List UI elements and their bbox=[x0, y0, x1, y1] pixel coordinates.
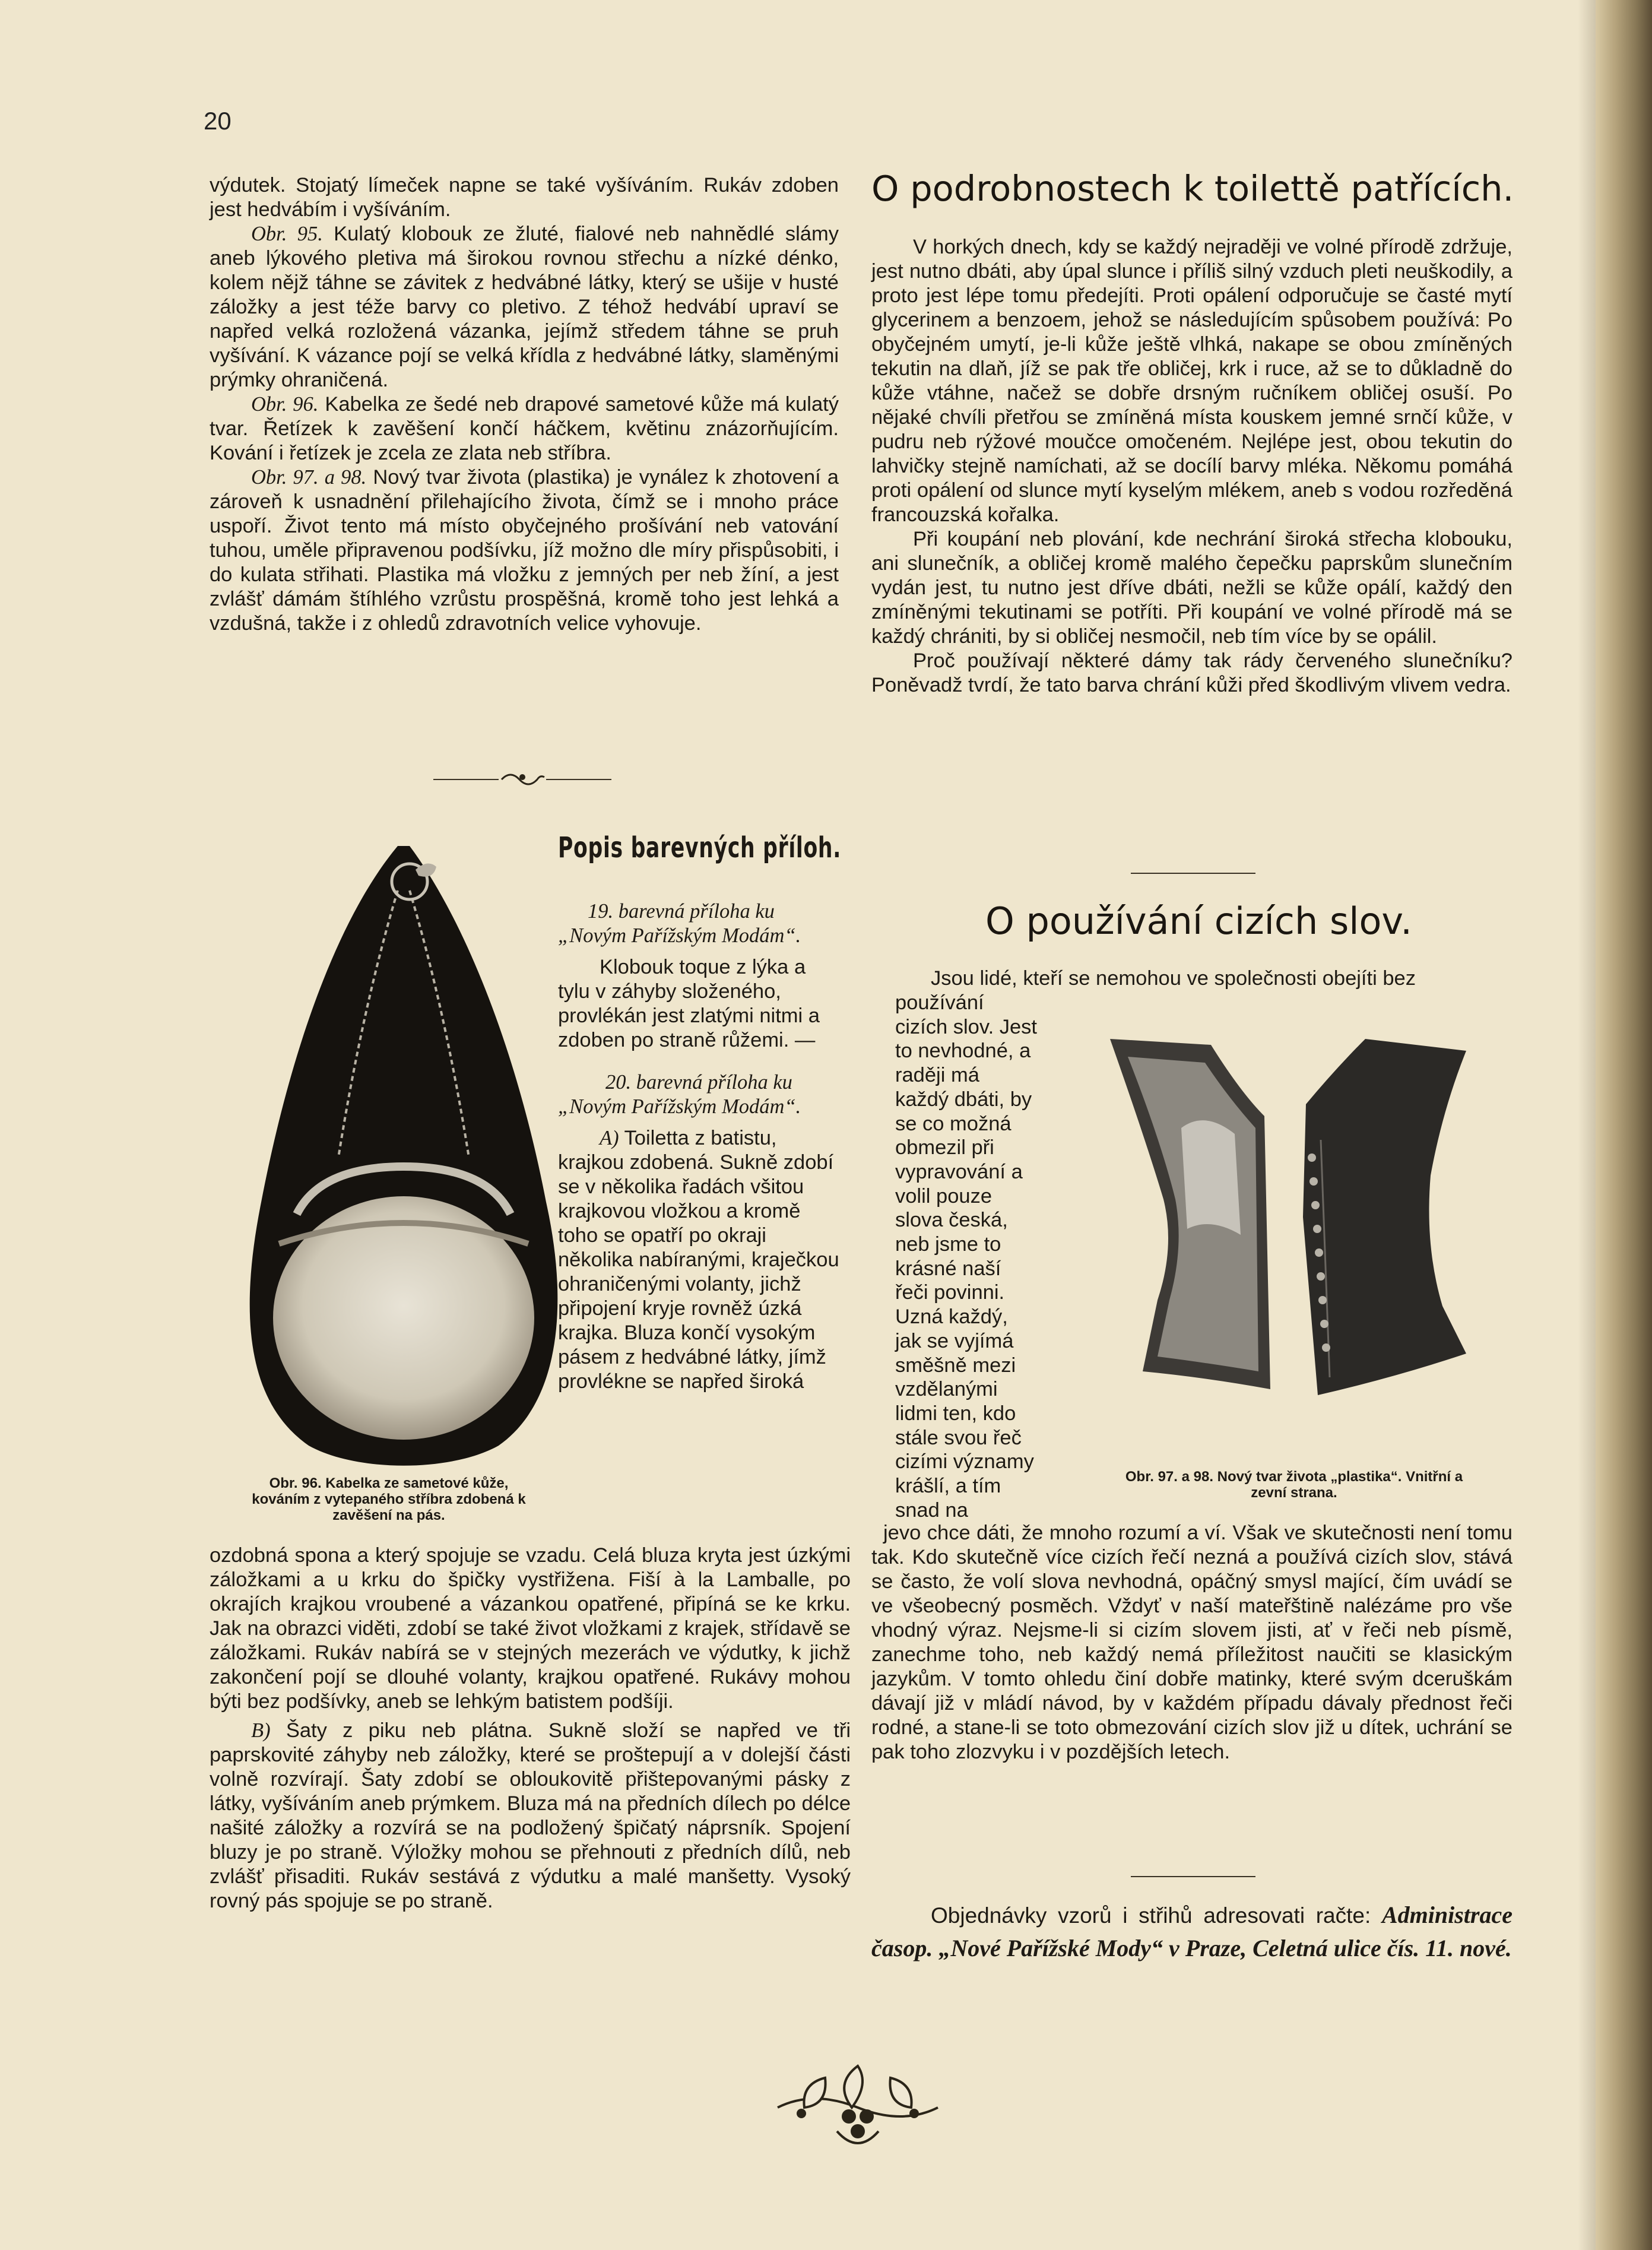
ornament-divider-small bbox=[433, 769, 611, 790]
order-lead-text: Objednávky vzorů i střihů adresovati račte: bbox=[931, 1903, 1371, 1928]
toilette-paragraph-2: Při koupání neb plování, kde nechrání široká střecha klobouku, ani slunečník, a obličej kromě malého čepečku paprskům slunečním vydán jest, tu nutno jest dříve dbáti, nežli se kůže opálí, každý den zmíněnými tekutinami se potříti. Při koupání ve volné přírodě má se každý chrániti, by si obličej nesmočil, neb tím více by se opálil. bbox=[871, 528, 1513, 648]
foreign-words-rest: jevo chce dáti, že mnoho rozumí a ví. Však ve skutečnosti není tomu tak. Kdo skutečně více cizích řečí nezná a používá cizích slov, stává se často, že volí slova nevhodná, opáčný smysl mající, čím uvádí se ve všeobecný posměch. Vždyť v naší mateřštině nalézáme pro vše vhodný výraz. Nejsme-li si cizím slovem jisti, ať v řeči neb písmě, zanechme toho, neb každý nemá příležitost naučiti se klasickým jazykům. V tomto ohledu činí dobře matinky, které svým dceruškám dávají již v mládí návod, by v každém případu dávaly přednost řeči rodné, a stane-li se toto obmezování cizích slov již u dítek, uchrání se pak toho zlozvyku i v pozdějších letech. bbox=[871, 1522, 1513, 1763]
paragraph-obr96 bbox=[210, 392, 839, 465]
figure-ref-96: Obr. 96. bbox=[251, 393, 319, 416]
floral-ornament bbox=[766, 2042, 950, 2161]
article-heading-foreign-words: O používání cizích slov. bbox=[985, 899, 1412, 943]
marker-A: A) bbox=[600, 1127, 619, 1149]
supplement-20-continued bbox=[210, 1544, 851, 1913]
figure-ref-97: Obr. 97. a 98. bbox=[251, 466, 367, 489]
section-divider bbox=[1131, 873, 1255, 874]
order-notice bbox=[871, 1899, 1513, 1965]
marker-B: B) bbox=[251, 1719, 271, 1742]
obr96-text: Kabelka ze šedé neb drapové sametové kůže má kulatý tvar. Řetízek k zavěšení končí háčkem, květinu znázorňujícím. Kování i řetízek je zcela ze zlata neb stříbra. bbox=[210, 393, 839, 464]
paragraph-obr97 bbox=[210, 465, 839, 636]
toilette-paragraph-1: V horkých dnech, kdy se každý nejraději ve volné přírodě zdržuje, jest nutno dbáti, aby úpal slunce i příliš silný vzduch pleti neuškodily, a proto jest lépe tomu předejíti. Proti opálení odporučuje se časté mytí glycerinem a benzoem, jehož se následujícím spůsobem používá: Po obyčejném umytí, je-li kůže ještě vlhká, nakape se obou zmíněných tekutin na dlaň, jíž se pak tře obličej, krk i ruce, až se to důkladně do kůže vtáhne, načež se dobře drsným ručníkem obličej osuší. Po nějaké chvíli přetřou se zmíněná místa kouskem jemné srnčí kůže, v pudru neb rýžové moučce omočeném. Nejlépe jest, obou tekutin do lahvičky stejně namíchati, až se docílí barvy mléka. Někomu pomáhá proti opálení od slunce mytí kyselým mlékem, aneb s vodou rozředěná francouzská kořalka. bbox=[871, 236, 1513, 526]
supplement-19-text: Klobouk toque z lýka a tylu v záhyby složeného, provlékán jest zlatými nitmi a zdoben po straně růžemi. — bbox=[558, 956, 820, 1051]
toilette-paragraph-3: Proč používají některé dámy tak rády červeného slunečníku? Poněvadž tvrdí, že tato barva chrání kůži před škodlivým vlivem vedra. bbox=[871, 649, 1513, 696]
figure-97-caption: Obr. 97. a 98. Nový tvar života „plastika“. Vnitřní a zevní strana. bbox=[1125, 1469, 1463, 1501]
bodice-illustration bbox=[1086, 1021, 1502, 1437]
foreign-words-first-line: Jsou lidé, kteří se nemohou ve společnosti obejíti bez bbox=[931, 967, 1416, 990]
page-binding bbox=[1596, 0, 1652, 2250]
supplement-20-A-text: Toiletta z batistu, krajkou zdobená. Sukně zdobí se v několika řadách všitou krajkovou vložkou a kromě toho se opatří po okraji několika nabíranými, kraječkou ohraničenými volanty, jichž připojení kryje rovněž úzká krajka. Bluza končí vysokým pásem z hedvábné látky, jímž provlékne se napřed široká bbox=[558, 1127, 839, 1393]
paragraph-obr95 bbox=[210, 222, 839, 392]
figure-ref-95: Obr. 95. bbox=[251, 223, 323, 245]
paragraph-continued: výdutek. Stojatý límeček napne se také vyšíváním. Rukáv zdoben jest hedvábím i vyšíváním. bbox=[210, 174, 839, 221]
figure-96-caption: Obr. 96. Kabelka ze sametové kůže, kováním z vytepaného stříbra zdobená k zavěšení na pás. bbox=[252, 1475, 526, 1523]
supplement-19 bbox=[558, 899, 843, 1394]
obr95-text: Kulatý klobouk ze žluté, fialové neb nahnědlé slámy aneb lýkového pletiva má širokou rovnou střechu a nízké dénko, kolem nějž táhne se závitek z hedvábné látky, který se ušije v husté záložky a jest téže barvy co pletivo. Z téhož hedvábí upraví se napřed velká rozložená vázanka, jejímž středem táhne se pruh vyšívání. K vázance pojí se velká křídla z hedvábné látky, slaměnými prýmky ohraničená. bbox=[210, 223, 839, 391]
supplement-20-B-text: Šaty z piku neb plátna. Sukně složí se napřed ve tři paprskovité záhyby neb záložky, které se proštepují a v dolejší části volně rozvírají. Šaty zdobí se obloukovitě přištepovanými pásky z látky, vyšíváním aneb prýmkem. Bluza má na předních dílech po délce našité záložky a rozvírá se na podložený špičatý náprsník. Spojení bluzy je po straně. Výložky mohou se přehnouti z předních dílů, neb zvlášť přisaditi. Rukáv sestává z výdutku a malé manšetty. Vysoký rovný pás spojuje se po straně. bbox=[210, 1719, 851, 1912]
supplement-20-ref: 20. barevná příloha ku „Novým Pařížským Modám“. bbox=[558, 1071, 801, 1118]
order-address: Administrace časop. „Nové Pařížské Mody“ v Praze, Celetná ulice čís. 11. nové. bbox=[871, 1902, 1513, 1961]
right-column-text bbox=[871, 235, 1513, 698]
page-edge-shadow bbox=[1578, 0, 1596, 2250]
handbag-illustration bbox=[237, 834, 570, 1475]
foreign-words-narrow-text: používání cizích slov. Jest to nevhodné, a raději má každý dbáti, by se co možná obmezil při vypravování a volil pouze slova česká, neb jsme to krásné naší řeči povinni. Uzná každý, jak se vyjímá směšně mezi vzdělanými lidmi ten, kdo stále svou řeč cizími významy krášlí, a tím snad na bbox=[895, 991, 1038, 1522]
supplement-20-A bbox=[558, 1126, 843, 1394]
supplement-20-B bbox=[210, 1719, 851, 1913]
page-number: 20 bbox=[204, 107, 232, 135]
supplements-heading: Popis barevných příloh. bbox=[558, 831, 842, 864]
closing-divider bbox=[1131, 1876, 1255, 1877]
supplement-19-ref: 19. barevná příloha ku „Novým Pařížským Modám“. bbox=[558, 900, 801, 947]
left-column-text bbox=[210, 173, 839, 636]
article-heading-toilette: O podrobnostech k toilettě patřících. bbox=[871, 168, 1514, 209]
supplement-20-A-cont: ozdobná spona a který spojuje se vzadu. Celá bluza kryta jest úzkými záložkami a u krku do špičky vystřižena. Fiší à la Lamballe, po okrajích krajkou vroubené a vázankou opatřené, připíná se ke krku. Jak na obrazci viděti, zdobí se také život vložkami z krajek, střídavě se záložkami. Rukáv nabírá se v stejných mezerách ve výdutky, k jichž zakončení pojí se dlouhé volanty, krajkou opatřené. Rukávy mohou býti bez podšívky, aneb se lehkým batistem podšíji. bbox=[210, 1544, 851, 1713]
obr97-text: Nový tvar života (plastika) je vynález k zhotovení a zároveň k usnadnění přilehajícího života, čímž se i mnoho práce uspoří. Život tento má místo obyčejného prošívání neb vatování tuhou, uměle připravenou podšívku, jíž možno dle míry přispůsobiti, i do kulata střihati. Plastika má vložku z jemných per neb žíní, a jest zvlášť dámám štíhlého vzrůstu prospěšná, kromě toho jest lehká a vzdušná, takže i z ohledů zdravotních velice vyhovuje. bbox=[210, 466, 839, 635]
